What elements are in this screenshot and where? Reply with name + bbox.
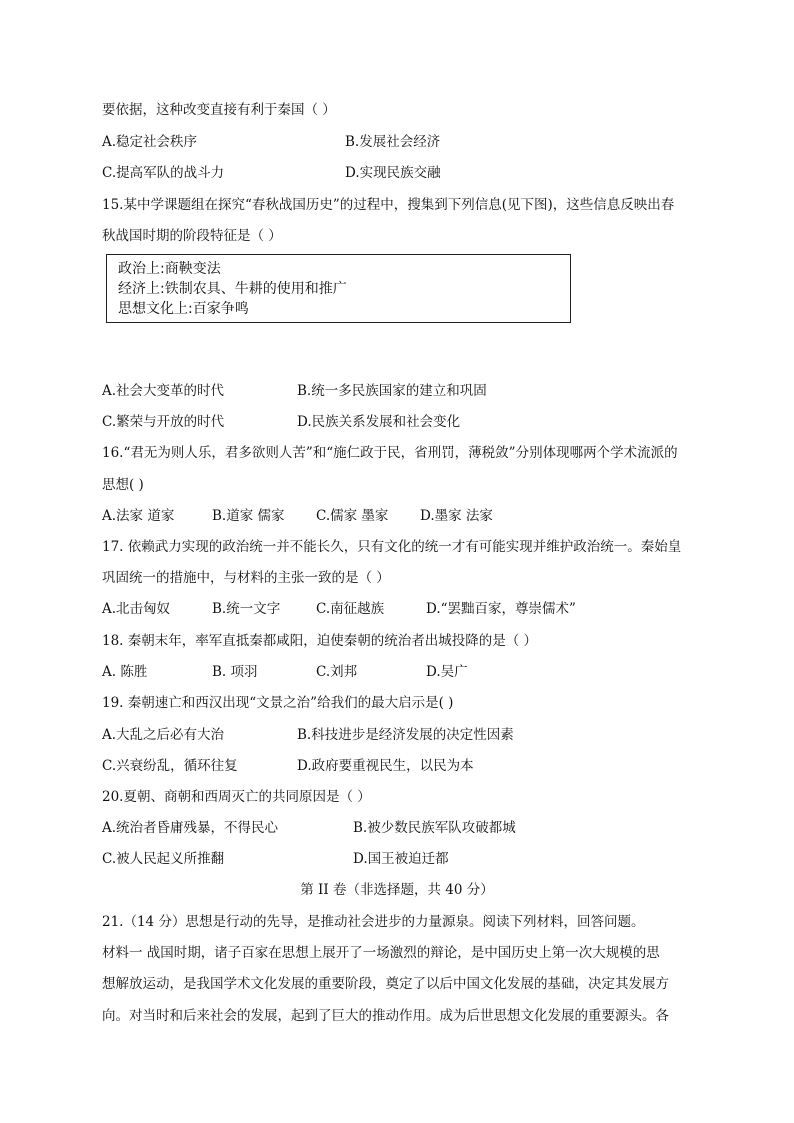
- q17-option-d: D.“罢黜百家，尊崇儒术”: [426, 601, 576, 617]
- q20-option-b: B.被少数民族军队攻破都城: [353, 820, 516, 836]
- q14-stem-end: 要依据，这种改变直接有利于秦国（ ）: [102, 102, 336, 118]
- q15-option-a: A.社会大变革的时代: [102, 383, 225, 399]
- q16-option-d: D.墨家 法家: [420, 508, 493, 524]
- q20-option-a: A.统治者昏庸残暴，不得民心: [102, 820, 279, 836]
- q15-stem-line1: 15.某中学课题组在探究“春秋战国历史”的过程中，搜集到下列信息(见下图)，这些信息反映出春: [102, 197, 675, 213]
- q19-stem-line1: 19. 秦朝速亡和西汉出现“文景之治”给我们的最大启示是( ): [102, 695, 454, 711]
- q18-stem-line1: 18. 秦朝末年，率军直抵秦都咸阳，迫使秦朝的统治者出城投降的是（ ）: [102, 633, 538, 649]
- q17-stem-line2: 巩固统一的措施中，与材料的主张一致的是（ ）: [102, 570, 390, 586]
- q21-material-line1: 材料一 战国时期，诸子百家在思想上展开了一场激烈的辩论，是中国历史上第一次大规模的思: [102, 945, 660, 961]
- q19-option-c: C.兴衰纷乱，循环往复: [102, 758, 238, 774]
- q17-option-a: A.北击匈奴: [102, 601, 171, 617]
- q15-box-politics: 政治上:商鞅变法: [118, 261, 221, 277]
- q14-option-c: C.提高军队的战斗力: [102, 165, 225, 181]
- q15-option-c: C.繁荣与开放的时代: [102, 414, 225, 430]
- q19-option-a: A.大乱之后必有大治: [102, 727, 225, 743]
- q15-box-culture: 思想文化上:百家争鸣: [118, 301, 249, 317]
- q16-option-a: A.法家 道家: [102, 508, 175, 524]
- q14-option-b: B.发展社会经济: [345, 134, 441, 150]
- q21-material-line3: 向。对当时和后来社会的发展，起到了巨大的推动作用。成为后世思想文化发展的重要源头。各: [102, 1008, 669, 1024]
- q20-stem-line1: 20.夏朝、商朝和西周灭亡的共同原因是（ ）: [102, 789, 371, 805]
- q17-stem-line1: 17. 依赖武力实现的政治统一并不能长久，只有文化的统一才有可能实现并维护政治统一。秦始皇: [102, 539, 682, 555]
- q14-option-a: A.稳定社会秩序: [102, 134, 198, 150]
- q15-stem-line2: 秋战国时期的阶段特征是（ ）: [102, 228, 282, 244]
- q16-option-c: C.儒家 墨家: [316, 508, 389, 524]
- q18-option-d: D.吴广: [426, 664, 468, 680]
- q14-option-d: D.实现民族交融: [345, 165, 441, 181]
- q18-option-c: C.刘邦: [316, 664, 358, 680]
- q15-box-economy: 经济上:铁制农具、牛耕的使用和推广: [118, 281, 347, 297]
- q19-option-d: D.政府要重视民生，以民为本: [297, 758, 474, 774]
- q17-option-c: C.南征越族: [316, 601, 385, 617]
- q18-option-b: B. 项羽: [212, 664, 258, 680]
- q17-option-b: B.统一文字: [212, 601, 281, 617]
- q15-option-d: D.民族关系发展和社会变化: [297, 414, 461, 430]
- q16-stem-line2: 思想( ): [102, 477, 144, 493]
- q16-stem-line1: 16.“君无为则人乐，君多欲则人苦”和“施仁政于民，省刑罚，薄税敛”分别体现哪两个学术流派的: [102, 445, 678, 461]
- q16-option-b: B.道家 儒家: [212, 508, 285, 524]
- q21-stem-line1: 21.（14 分）思想是行动的先导，是推动社会进步的力量源泉。阅读下列材料，回答问题。: [102, 914, 645, 930]
- q15-info-box: [106, 254, 571, 323]
- q19-option-b: B.科技进步是经济发展的决定性因素: [297, 727, 514, 743]
- q20-option-c: C.被人民起义所推翻: [102, 851, 225, 867]
- q20-option-d: D.国王被迫迁都: [353, 851, 449, 867]
- section2-heading: 第 II 卷（非选择题，共 40 分）: [300, 882, 494, 898]
- q21-material-line2: 想解放运动，是我国学术文化发展的重要阶段，奠定了以后中国文化发展的基础，决定其发展方: [102, 976, 669, 992]
- q18-option-a: A. 陈胜: [102, 664, 148, 680]
- q15-option-b: B.统一多民族国家的建立和巩固: [297, 383, 487, 399]
